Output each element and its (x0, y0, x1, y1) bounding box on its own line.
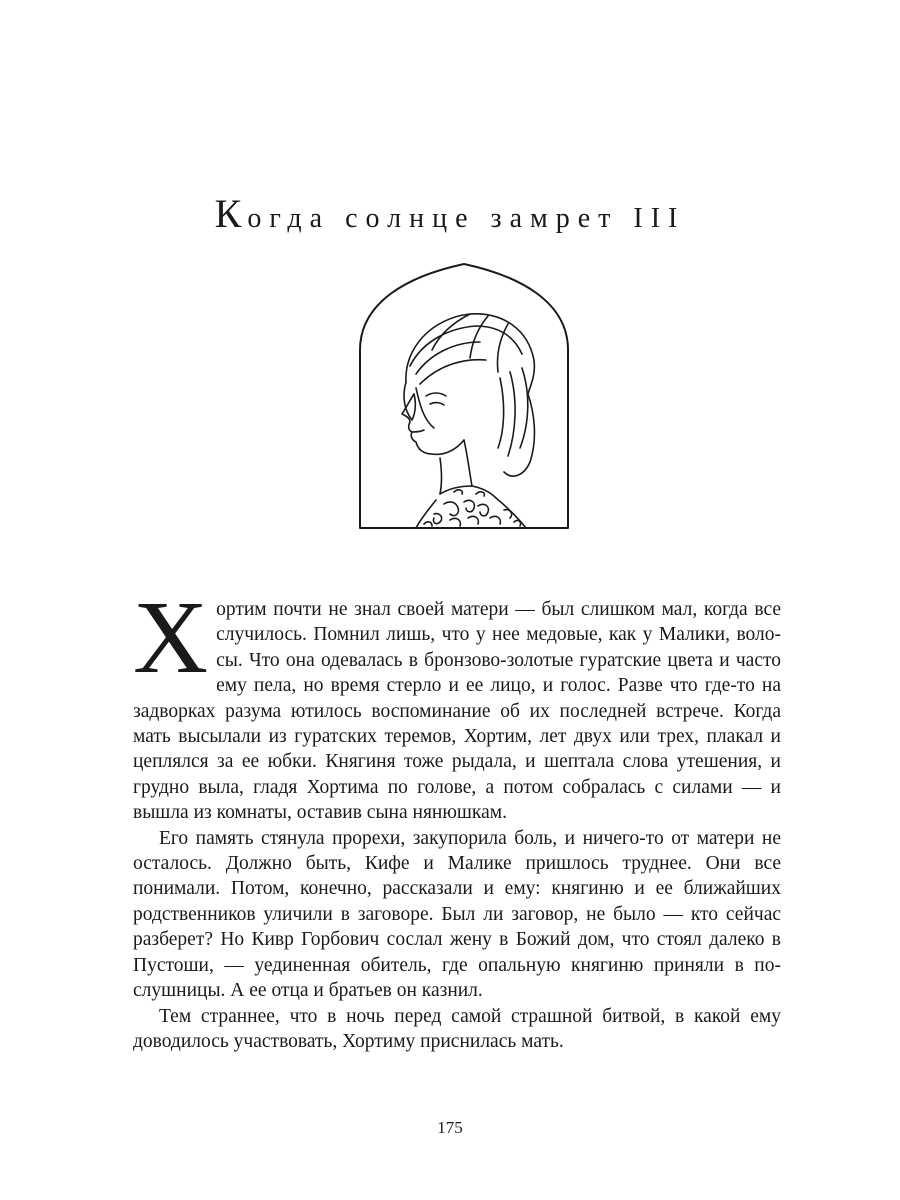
chapter-title-rest: огда солнце замрет III (247, 203, 686, 234)
paragraph-2: Его память стянула прорехи, закупорила боль, и ничего-то от матери не осталось. Должно быть, Кифе и Малике пришлось труднее. Они все понимали. Потом, конечно, рассказали и ему: княгиню и ее ближайших родственников уличили в заговоре. Был ли заговор, не было — кто сейчас разберет? Но Кивр Горбович сослал жену в Божий дом, что стоял далеко в Пустоши, — уединенная обитель, где опальную княгиню приняли в послушницы. А ее отца и братьев он казнил. (133, 827, 781, 1002)
chapter-title-initial: К (214, 191, 248, 236)
paragraph-1 (133, 580, 781, 826)
page-number: 175 (437, 1118, 463, 1137)
chapter-title (0, 190, 900, 237)
portrait-in-arch-icon (358, 262, 570, 530)
chapter-body-text (133, 580, 781, 1054)
paragraph-1-text: ортим почти не знал своей матери — был слишком мал, когда все случилось. Помнил лишь, что у нее медовые, как у Малики, волосы. Что она одевалась в бронзово-золотые гуратские цвета и часто ему пела, но время стерло и ее лицо, и голос. Разве что где-то на задворках разума ютилось воспоминание об их последней встрече. Когда мать высылали из гуратских теремов, Хортим, лет двух или трех, плакал и цеплялся за ее юбки. Княгиня тоже рыдала, и шептала слова утешения, и грудно выла, гладя Хортима по голове, а потом собралась с силами — и вышла из комнаты, оставив сына нянюшкам. (133, 599, 781, 824)
paragraph-3: Тем страннее, что в ночь перед самой страшной битвой, в какой ему доводилось участвовать, Хортиму приснилась мать. (133, 1005, 781, 1052)
drop-cap: Х (133, 580, 209, 695)
